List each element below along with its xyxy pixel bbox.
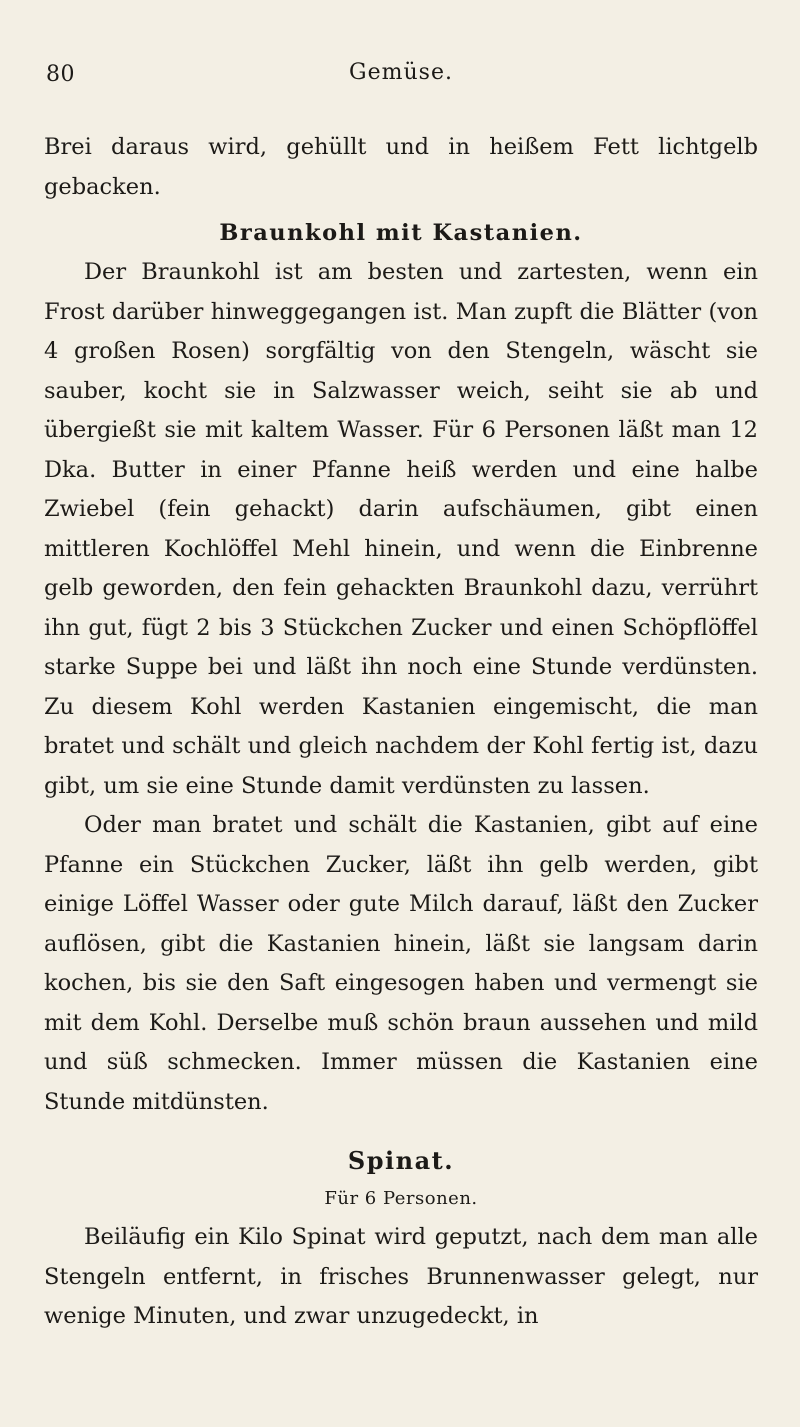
running-head bbox=[44, 0, 758, 87]
paragraph-spinat-1: Beiläufig ein Kilo Spinat wird geputzt, nach dem man alle Stengeln entfernt, in frisches Brunnenwasser gelegt, nur wenige Minuten, und zwar unzugedeckt, in bbox=[44, 1224, 758, 1329]
paragraph-braunkohl-1: Der Braunkohl ist am besten und zartesten, wenn ein Frost darüber hinweggegangen ist. Man zupft die Blätter (von 4 großen Rosen) sorgfältig von den Stengeln, wäscht sie sauber, kocht sie in Salzwasser weich, seiht sie ab und übergießt sie mit kaltem Wasser. Für 6 Personen läßt man 12 Dka. Butter in einer Pfanne heiß werden und eine halbe Zwiebel (fein gehackt) darin aufschäumen, gibt einen mittleren Kochlöffel Mehl hinein, und wenn die Einbrenne gelb geworden, den fein gehackten Braunkohl dazu, verrührt ihn gut, fügt 2 bis 3 Stückchen Zucker und einen Schöpflöffel starke Suppe bei und läßt ihn noch eine Stunde verdünsten. Zu diesem Kohl werden Kastanien eingemischt, die man bratet und schält und gleich nachdem der Kohl fertig ist, dazu gibt, um sie eine Stunde damit verdünsten zu lassen. bbox=[44, 259, 758, 799]
body-text bbox=[44, 128, 758, 1337]
recipe-heading-spinat: Spinat. bbox=[347, 1146, 455, 1175]
paragraph-braunkohl-2: Oder man bratet und schält die Kastanien, gibt auf eine Pfanne ein Stückchen Zucker, läßt ihn gelb werden, gibt einige Löffel Wasser oder gute Milch darauf, läßt den Zucker auflösen, gibt die Kastanien hinein, läßt sie langsam darin kochen, bis sie den Saft eingesogen haben und vermengt sie mit dem Kohl. Derselbe muß schön braun aussehen und mild und süß schmecken. Immer müssen die Kastanien eine Stunde mitdünsten. bbox=[44, 812, 758, 1115]
recipe-heading-braunkohl: Braunkohl mit Kastanien. bbox=[219, 220, 583, 246]
paragraph-continuation: Brei daraus wird, gehüllt und in heißem Fett lichtgelb gebacken. bbox=[44, 134, 758, 200]
page-number: 80 bbox=[46, 62, 75, 87]
running-title: Gemüse. bbox=[349, 60, 453, 85]
servings-note: Für 6 Personen. bbox=[324, 1188, 478, 1209]
